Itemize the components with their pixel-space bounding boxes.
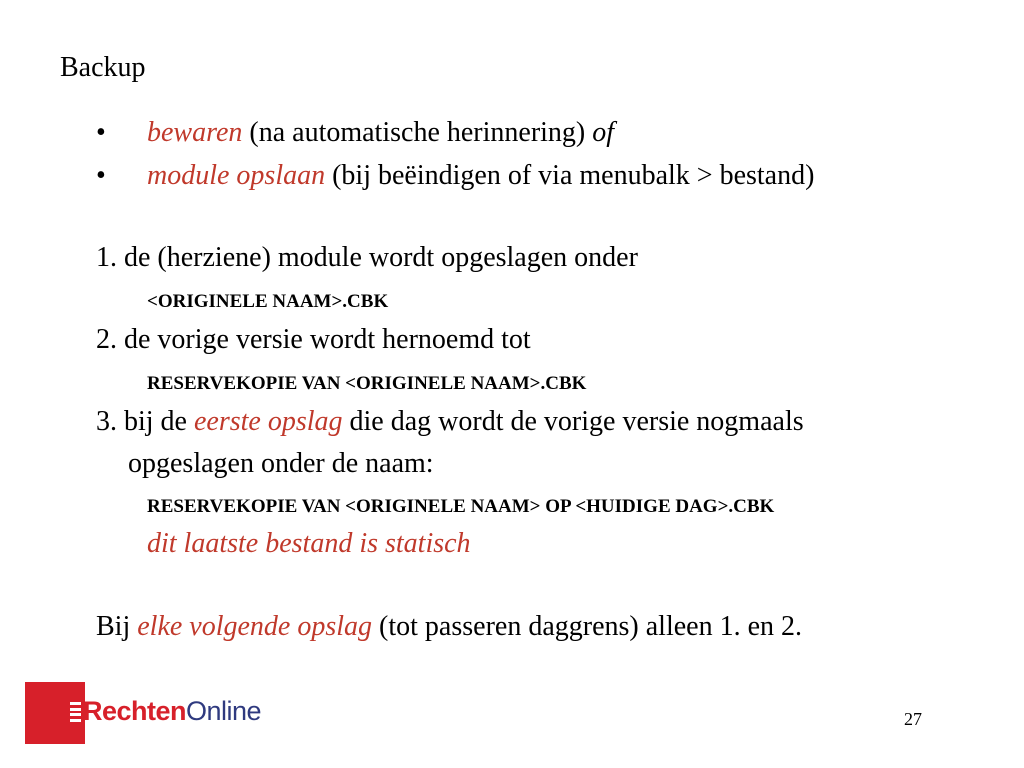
bullet-emphasis: module opslaan — [147, 160, 326, 191]
step-3-filename: RESERVEKOPIE VAN <ORIGINELE NAAM> OP <HUIDIGE DAG>.CBK — [147, 496, 775, 517]
step-1-text: 1. de (herziene) module wordt opgeslagen onder — [96, 242, 638, 273]
step-3-prefix: 3. bij de — [96, 406, 194, 437]
step-3-suffix: die dag wordt de vorige versie nogmaals — [342, 406, 804, 437]
page-number: 27 — [904, 709, 922, 729]
final-emphasis: elke volgende opslag — [137, 611, 373, 642]
step-2-text: 2. de vorige versie wordt hernoemd tot — [96, 324, 531, 355]
bullet-item — [147, 158, 814, 194]
bullet-item — [147, 115, 614, 151]
step-1-filename: <ORIGINELE NAAM>.CBK — [147, 291, 389, 312]
slide-title: Backup — [60, 52, 146, 83]
step-3-note: dit laatste bestand is statisch — [147, 528, 471, 559]
step-3-text — [96, 404, 804, 440]
final-prefix: Bij — [96, 611, 138, 642]
logo-online: Online — [186, 696, 262, 726]
final-note — [96, 609, 802, 645]
bullet-trailing-italic: of — [592, 117, 615, 148]
bullet-text: (na automatische herinnering) — [242, 117, 593, 148]
logo-rechten: Rechten — [83, 696, 187, 726]
bullet-icon: • — [96, 117, 106, 148]
step-2-filename: RESERVEKOPIE VAN <ORIGINELE NAAM>.CBK — [147, 373, 587, 394]
logo — [70, 693, 261, 729]
step-3-emphasis: eerste opslag — [194, 406, 343, 437]
logo-lines-icon — [70, 702, 81, 722]
bullet-emphasis: bewaren — [147, 117, 243, 148]
bullet-text: (bij beëindigen of via menubalk > bestand) — [325, 160, 815, 191]
bullet-icon: • — [96, 160, 106, 191]
final-suffix: (tot passeren daggrens) alleen 1. en 2. — [372, 611, 802, 642]
step-3-continuation: opgeslagen onder de naam: — [128, 448, 434, 479]
